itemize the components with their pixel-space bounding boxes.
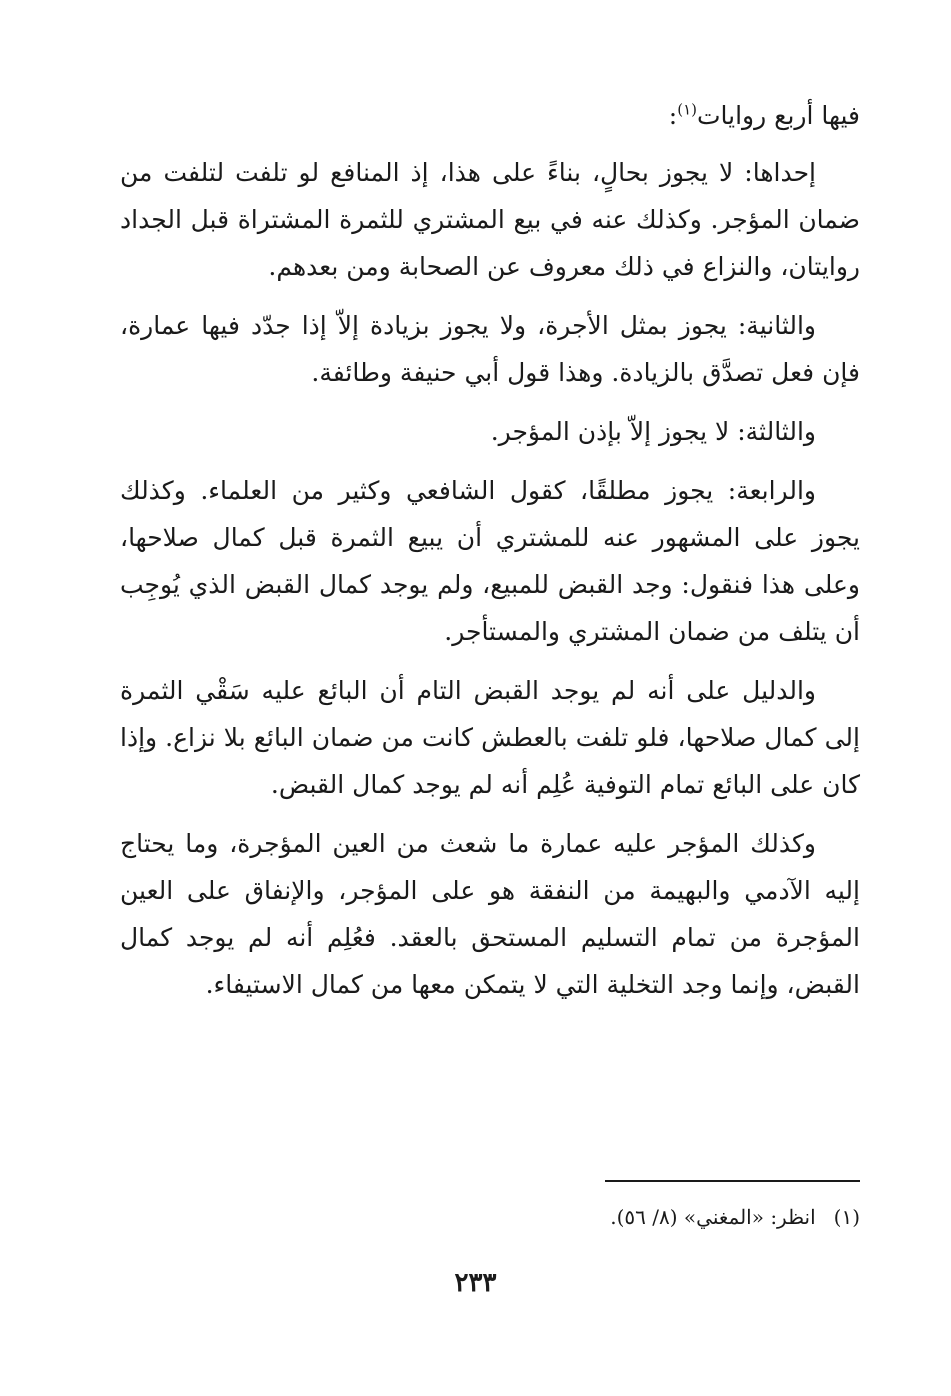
footnote-separator	[605, 1180, 860, 1182]
paragraph-fourth-narration: والرابعة: يجوز مطلقًا، كقول الشافعي وكثير من العلماء. وكذلك يجوز على المشهور عنه للمشتري أن يبيع الثمرة قبل كمال صلاحها، وعلى هذا فنقول: وجد القبض للمبيع، ولم يوجد كمال القبض الذي يُوجِب أن يتلف من ضمان المشتري والمستأجر.	[120, 476, 860, 646]
paragraph-third-narration: والثالثة: لا يجوز إلاّ بإذن المؤجر.	[490, 417, 816, 446]
paragraph-second-narration: والثانية: يجوز بمثل الأجرة، ولا يجوز بزيادة إلاّ إذا جدّد فيها عمارة، فإن فعل تصدَّق بالزيادة. وهذا قول أبي حنيفة وطائفة.	[120, 311, 860, 387]
footnote-reference[interactable]: (١)	[677, 100, 697, 119]
footnote-number: (١)	[833, 1205, 860, 1229]
paragraph-first-narration: إحداها: لا يجوز بحالٍ، بناءً على هذا، إذ المنافع لو تلفت لتلفت من ضمان المؤجر. وكذلك عنه في بيع المشتري للثمرة المشتراة قبل الجداد روايتان، والنزاع في ذلك معروف عن الصحابة ومن بعدهم.	[120, 158, 860, 281]
footnote-text: انظر: «المغني» (٨/ ٥٦).	[610, 1205, 816, 1229]
intro-text: فيها أربع روايات	[696, 101, 860, 130]
paragraph-lessor: وكذلك المؤجر عليه عمارة ما شعث من العين المؤجرة، وما يحتاج إليه الآدمي والبهيمة من النفقة هو على المؤجر، والإنفاق على العين المؤجرة من تمام التسليم المستحق بالعقد. فعُلِم أنه لم يوجد كمال القبض، وإنما وجد التخلية التي لا يتمكن معها من كمال الاستيفاء.	[120, 829, 860, 999]
intro-colon: :	[668, 101, 678, 130]
footnote	[260, 1200, 860, 1234]
page-number: ٢٣٣	[454, 1268, 497, 1298]
page-body	[120, 92, 860, 1020]
paragraph-evidence: والدليل على أنه لم يوجد القبض التام أن البائع عليه سَقْي الثمرة إلى كمال صلاحها، فلو تلفت بالعطش كانت من ضمان البائع بلا نزاع. وإذا كان على البائع تمام التوفية عُلِم أنه لم يوجد كمال القبض.	[120, 676, 860, 799]
intro-line	[120, 92, 860, 139]
